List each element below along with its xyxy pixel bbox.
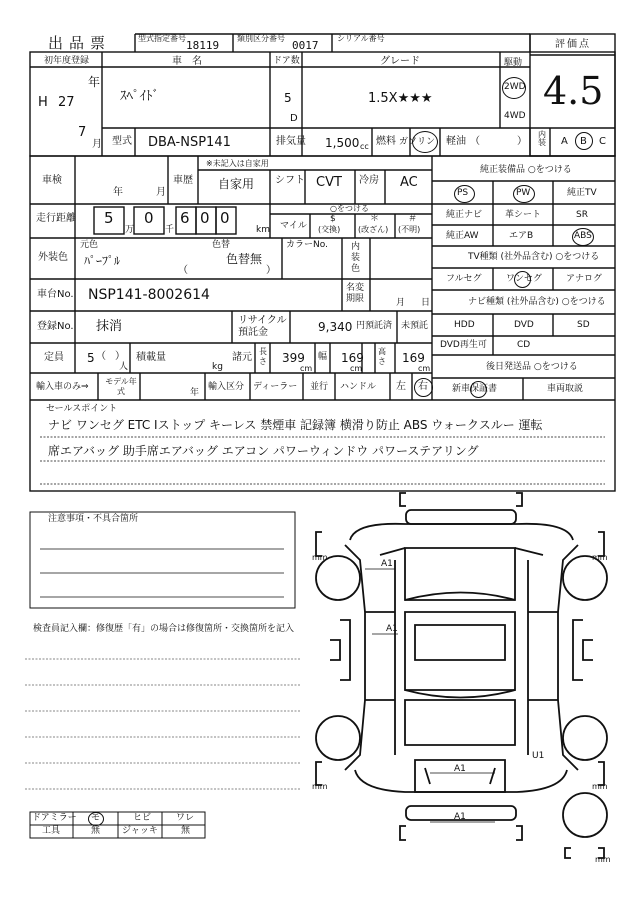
equip-pw: PW — [516, 188, 531, 198]
drive-2wd-circle — [502, 77, 526, 99]
equip-abs-circle — [572, 228, 594, 246]
navi-hdd: HDD — [454, 320, 475, 330]
kg-unit: kg — [212, 362, 223, 372]
color-no-label: カラーNo. — [286, 240, 328, 250]
equip-pw-circle — [513, 185, 535, 203]
shift-label: シフト — [275, 175, 305, 186]
dollar-sub: (交換) — [318, 225, 341, 234]
crack-label: ヒビ — [133, 813, 152, 823]
history-label: 車歴 — [173, 175, 193, 186]
era: H — [38, 95, 48, 110]
recycle-done: 円預託済 — [356, 321, 393, 331]
mileage-d2: 0 — [144, 209, 154, 227]
break-label: ワレ — [176, 813, 195, 823]
handle-left: 左 — [396, 381, 406, 392]
month-unit: 月 — [92, 139, 102, 150]
damage-a1-1: A1 — [381, 559, 393, 569]
navi-cd: CD — [517, 340, 531, 350]
equip-ps: PS — [457, 188, 469, 198]
recycle-amount: 9,340 — [318, 320, 353, 334]
damage-a1-4: A1 — [454, 812, 466, 822]
mileage-d4: 0 — [200, 209, 210, 227]
diagram-mm-5: mm — [595, 855, 611, 864]
diagram-mm-4: mm — [592, 782, 608, 791]
later-label: 後日発送品 ○をつける — [486, 362, 578, 372]
chassis-no: NSP141-8002614 — [88, 287, 210, 303]
model-type-label: 型式 — [112, 136, 132, 147]
mileage-unit-man: 万 — [125, 225, 135, 235]
fuel-gasoline-circle — [412, 131, 438, 153]
capacity-paren-open: （ — [96, 351, 106, 362]
model-cert-no: 18119 — [186, 39, 220, 52]
tv-fullseg: フルセグ — [446, 274, 482, 284]
name-change-day-unit: 日 — [421, 298, 431, 308]
tools-value: 無 — [91, 826, 101, 836]
equip-airbag: エアB — [509, 231, 534, 241]
equip-ps-circle — [454, 185, 475, 203]
tv-oneseg: ワンセグ — [506, 274, 543, 284]
tv-label: TV種類 (社外品含む) ○をつける — [468, 252, 600, 262]
unknown-option: ＃ — [408, 214, 418, 224]
parallel: 並行 — [310, 382, 329, 392]
mirror-label: ドアミラー — [32, 813, 77, 823]
later-warranty: 新車保証書 — [452, 384, 498, 394]
repaint-label: 色替 — [212, 240, 231, 250]
spec-label: 諸元 — [232, 352, 252, 363]
orig-color: ﾊﾟｰﾌﾟﾙ — [84, 254, 121, 268]
inspection-label: 車検 — [42, 175, 62, 186]
car-diagram — [316, 493, 607, 858]
tv-analog: アナログ — [566, 274, 603, 284]
sales-line-2: 席エアバッグ 助手席エアバッグ エアコン パワーウィンドウ パワーステアリング — [48, 444, 479, 458]
tv-oneseg-circle — [514, 271, 531, 288]
score-value: 4.5 — [543, 69, 604, 113]
length-label: 長さ — [259, 347, 267, 366]
dollar-option: $ — [330, 214, 336, 224]
equip-sr: SR — [576, 210, 588, 220]
color-label: 外装色 — [38, 252, 68, 263]
person-unit: 人 — [119, 362, 129, 372]
notes-label: 注意事項・不具合箇所 — [48, 514, 139, 524]
equip-genuine-navi: 純正ナビ — [446, 210, 483, 220]
displacement: 1,500 — [325, 136, 360, 150]
handle-right-circle — [414, 378, 433, 397]
inspector-label: 検査員記入欄：修復歴「有」の場合は修復箇所・交換箇所を記入 — [33, 624, 295, 634]
recycle-label: リサイクル預託金 — [238, 315, 287, 338]
drive-2wd: 2WD — [504, 82, 526, 92]
equip-abs: ABS — [574, 231, 592, 241]
repaint-paren-close: ） — [266, 265, 276, 276]
length-cm: cm — [300, 364, 313, 373]
car-name-label: 車 名 — [172, 56, 202, 67]
unknown-sub: (不明) — [398, 225, 421, 234]
history: 自家用 — [218, 177, 255, 191]
reg-label: 登録No. — [37, 321, 74, 332]
mileage-d3: 6 — [180, 209, 190, 227]
height-label: 高さ — [378, 347, 386, 366]
paren-open: （ — [470, 136, 480, 147]
orig-color-label: 元色 — [80, 240, 99, 250]
first-reg-label: 初年度登録 — [44, 56, 90, 66]
reg: 抹消 — [96, 319, 123, 334]
tools-label: 工具 — [42, 826, 61, 836]
capacity-label: 定員 — [44, 352, 64, 363]
paren-close: ） — [517, 136, 527, 147]
category-no: 0017 — [292, 39, 319, 52]
height: 169 — [402, 351, 425, 365]
mileage-d5: 0 — [220, 209, 230, 227]
repaint: 色替無 — [226, 252, 263, 266]
model-year-label: モデル年式 — [105, 377, 137, 396]
grade-label: グレード — [380, 56, 420, 67]
mileage-unit-sen: 千 — [165, 225, 175, 235]
km-unit: km — [256, 225, 270, 235]
import-label: 輸入車のみ⇒ — [36, 382, 89, 392]
dealer: ディーラー — [253, 382, 298, 392]
score-label: 評価点 — [555, 39, 591, 50]
first-reg-year: 27 — [58, 95, 75, 110]
diagram-mm-1: mm — [312, 553, 328, 562]
mirror-value: モ — [91, 813, 101, 823]
drive-label: 駆動 — [504, 58, 523, 68]
height-cm: cm — [418, 364, 431, 373]
year-unit: 年 — [88, 75, 101, 89]
mirror-circle — [88, 812, 104, 826]
inspection-month-unit: 月 — [156, 187, 166, 198]
repaint-paren-open: （ — [178, 265, 188, 276]
width-label: 幅 — [318, 352, 328, 362]
damage-u1: U1 — [532, 751, 545, 761]
width: 169 — [341, 351, 364, 365]
model-cert-label: 型式指定番号 — [138, 34, 186, 43]
doors-label: ドア数 — [273, 56, 300, 66]
damage-a1-3: A1 — [454, 764, 466, 774]
ac-label: 冷房 — [359, 175, 379, 186]
history-note: ※未記入は自家用 — [206, 159, 269, 168]
category-label: 類別区分番号 — [237, 34, 285, 43]
star-sub: (改ざん) — [358, 225, 389, 234]
name-change-month-unit: 月 — [396, 298, 406, 308]
chassis-label: 車台No. — [37, 289, 74, 300]
star-option: ＊ — [370, 214, 380, 224]
damage-a1-2: A1 — [386, 624, 398, 634]
interior-b: B — [580, 136, 587, 147]
mileage-d1: 5 — [104, 209, 114, 227]
first-reg-month: 7 — [78, 125, 87, 140]
ac: AC — [400, 175, 418, 190]
interior-b-circle — [575, 132, 593, 150]
car-name: ｽﾍﾟｲﾄﾞ — [120, 89, 159, 104]
width-cm: cm — [350, 364, 363, 373]
jack-label: ジャッキ — [122, 826, 158, 836]
drive-4wd: 4WD — [504, 111, 526, 121]
mileage-label: 走行距離 — [36, 213, 76, 224]
diagram-mm-3: mm — [312, 782, 328, 791]
load-label: 積載量 — [136, 352, 166, 363]
capacity-paren-close: ） — [115, 351, 125, 362]
name-change-label: 名変期限 — [346, 283, 365, 304]
model-year-unit: 年 — [190, 388, 200, 398]
import-class-label: 輸入区分 — [208, 382, 245, 392]
interior-label: 内装 — [538, 130, 546, 147]
fuel-gasoline: ガソリン — [399, 137, 436, 147]
navi-sd: SD — [577, 320, 590, 330]
form-title: 出品票 — [48, 34, 112, 52]
equip-genuine-tv: 純正TV — [567, 188, 597, 198]
equip-genuine-aw: 純正AW — [446, 231, 479, 241]
later-warranty-circle — [470, 381, 487, 398]
handle-right: 右 — [418, 381, 428, 392]
recycle-not: 未預託 — [401, 321, 429, 331]
diagram-mm-2: mm — [592, 553, 608, 562]
jack-value: 無 — [181, 826, 191, 836]
genuine-label: 純正装備品 ○をつける — [480, 165, 572, 175]
equip-leather: 革シート — [505, 210, 542, 220]
interior-c: C — [599, 136, 606, 147]
interior-color-label: 内装色 — [351, 242, 361, 274]
mileage-circle-note: ○をつける — [330, 204, 369, 213]
fuel-diesel: 軽油 — [446, 136, 466, 147]
door-type: D — [290, 113, 298, 124]
doors: 5 — [284, 91, 292, 105]
dvd-play: DVD再生可 — [440, 340, 487, 350]
sales-line-1: ナビ ワンセグ ETC Iストップ キーレス 禁煙車 記録簿 横滑り防止 ABS ウォークスルー 運転 — [48, 418, 543, 432]
grade: 1.5X★★★ — [368, 91, 433, 106]
handle-label: ハンドル — [340, 382, 377, 392]
later-manual: 車両取説 — [547, 384, 584, 394]
displacement-label: 排気量 — [276, 136, 306, 147]
inspection-year-unit: 年 — [113, 187, 123, 198]
shift: CVT — [316, 175, 342, 190]
navi-label: ナビ種類 (社外品含む) ○をつける — [468, 297, 606, 307]
fuel-label: 燃料 — [376, 136, 396, 147]
cc-unit: cc — [360, 142, 369, 151]
navi-dvd: DVD — [514, 320, 534, 330]
serial-label: シリアル番号 — [337, 34, 385, 43]
length: 399 — [282, 351, 305, 365]
mile-option: マイル — [280, 221, 307, 231]
sales-label: セールスポイント — [46, 404, 118, 414]
interior-a: A — [561, 136, 568, 147]
capacity: 5 — [87, 351, 95, 365]
model-type: DBA-NSP141 — [148, 135, 231, 150]
